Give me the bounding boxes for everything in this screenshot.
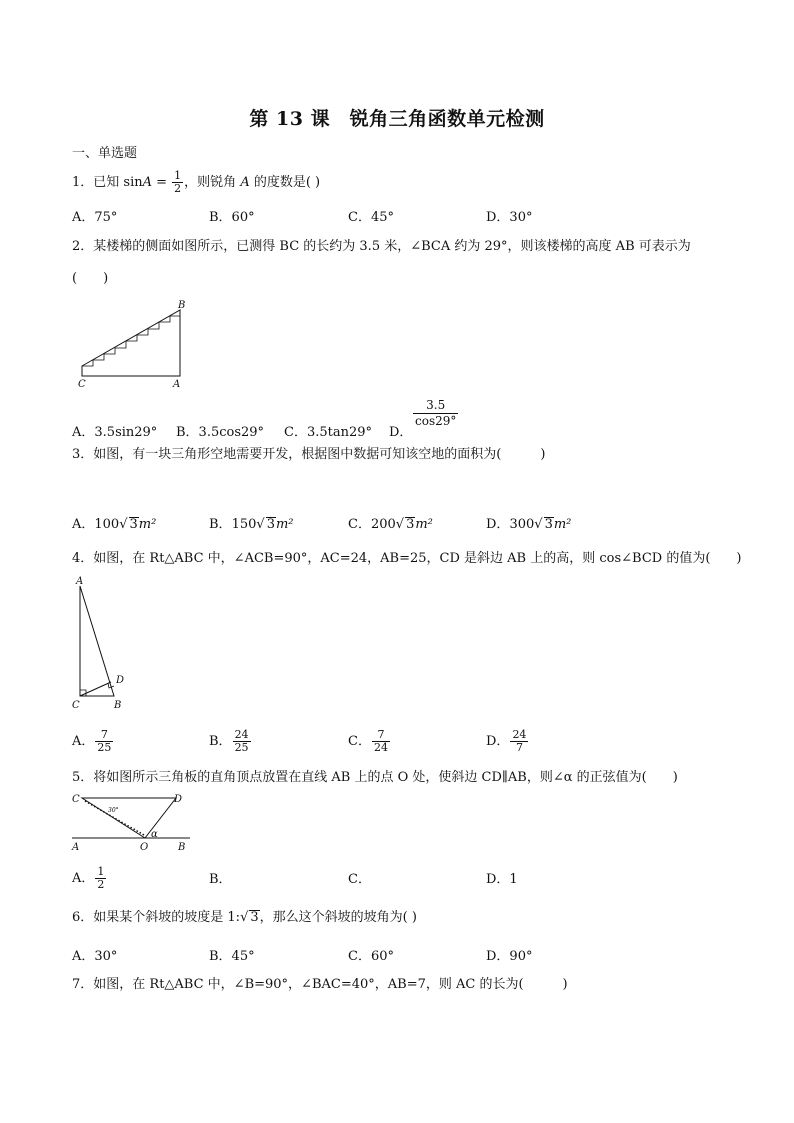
label-a: A <box>173 379 181 390</box>
q3-option-d: D．300√ 3m² <box>486 517 572 532</box>
fraction: $\frac{1}{2}$ <box>174 169 182 195</box>
label-d: D <box>116 675 125 686</box>
question-2-paren: ( ) <box>72 271 109 286</box>
q5-option-b: B． <box>209 872 232 887</box>
label-b: B <box>114 700 122 711</box>
staircase-figure <box>72 298 202 390</box>
label-angle: 30° <box>108 807 119 814</box>
question-4: 4．如图，在 Rt△ABC 中，∠ACB=90°，AC=24，AB=25，CD 是斜边 AB 上的高，则 cos∠BCD 的值为( ) <box>72 551 742 566</box>
q4-option-d: D． $\frac{24}{7}$ <box>486 728 527 754</box>
q1-option-d: D．30° <box>486 210 533 225</box>
question-5: 5．将如图所示三角板的直角顶点放置在直线 AB 上的点 O 处，使斜边 CD∥AB，则∠α 的正弦值为( ) <box>72 770 678 785</box>
q5-option-a: A． $\frac{1}{2}$ <box>72 865 105 891</box>
label-a: A <box>76 576 84 587</box>
q6-option-a: A．30° <box>72 949 118 964</box>
q3-option-b: B．150√ 3m² <box>209 517 294 532</box>
q6-option-c: C．60° <box>348 949 394 964</box>
q2-option-d-fraction: $\frac{3.5}{\cos 29^\circ}$ <box>415 398 457 428</box>
q5-option-c: C． <box>348 872 371 887</box>
question-3: 3．如图，有一块三角形空地需要开发，根据图中数据可知该空地的面积为( ) <box>72 447 546 462</box>
right-triangle-figure <box>72 574 142 714</box>
q6-option-d: D．90° <box>486 949 533 964</box>
q2-option-b: B．3.5cos29° <box>176 425 265 440</box>
page-title: 第 13 课 锐角三角函数单元检测 <box>249 108 545 130</box>
label-d: D <box>174 794 183 805</box>
q3-option-a: A．100√ 3m² <box>72 517 157 532</box>
section-heading: 一、单选题 <box>72 146 138 161</box>
label-alpha: α <box>151 829 158 840</box>
q2-option-d: D． <box>389 425 413 440</box>
q4-option-a: A． $\frac{7}{25}$ <box>72 728 112 754</box>
q2-option-a: A．3.5sin29° <box>72 425 158 440</box>
question-7: 7．如图，在 Rt△ABC 中，∠B=90°，∠BAC=40°，AB=7，则 AC 的长为( ) <box>72 977 568 992</box>
label-a: A <box>72 842 80 853</box>
question-2: 2．某楼梯的侧面如图所示，已测得 BC 的长约为 3.5 米，∠BCA 约为 29°，则该楼梯的高度 AB 可表示为 <box>72 239 691 254</box>
label-c: C <box>78 379 86 390</box>
label-o: O <box>140 842 149 853</box>
label-b: B <box>178 300 186 311</box>
question-6: 6．如果某个斜坡的坡度是 1:√ 3，那么这个斜坡的坡角为( ) <box>72 910 417 925</box>
q1-option-c: C．45° <box>348 210 394 225</box>
q1-option-a: A．75° <box>72 210 118 225</box>
q3-option-c: C．200√ 3m² <box>348 517 433 532</box>
q6-option-b: B．45° <box>209 949 255 964</box>
question-1: 1．已知 sinA = $\frac{1}{2}$ ，则锐角 A 的度数是( ) <box>72 169 321 195</box>
set-square-figure <box>72 790 197 852</box>
label-c: C <box>72 794 80 805</box>
label-b: B <box>178 842 186 853</box>
q1-option-b: B．60° <box>209 210 255 225</box>
q5-option-d: D．1 <box>486 872 518 887</box>
q4-option-c: C． $\frac{7}{24}$ <box>348 728 388 754</box>
label-c: C <box>72 700 80 711</box>
q4-option-b: B． $\frac{24}{25}$ <box>209 728 249 754</box>
q2-option-c: C．3.5tan29° <box>284 425 373 440</box>
